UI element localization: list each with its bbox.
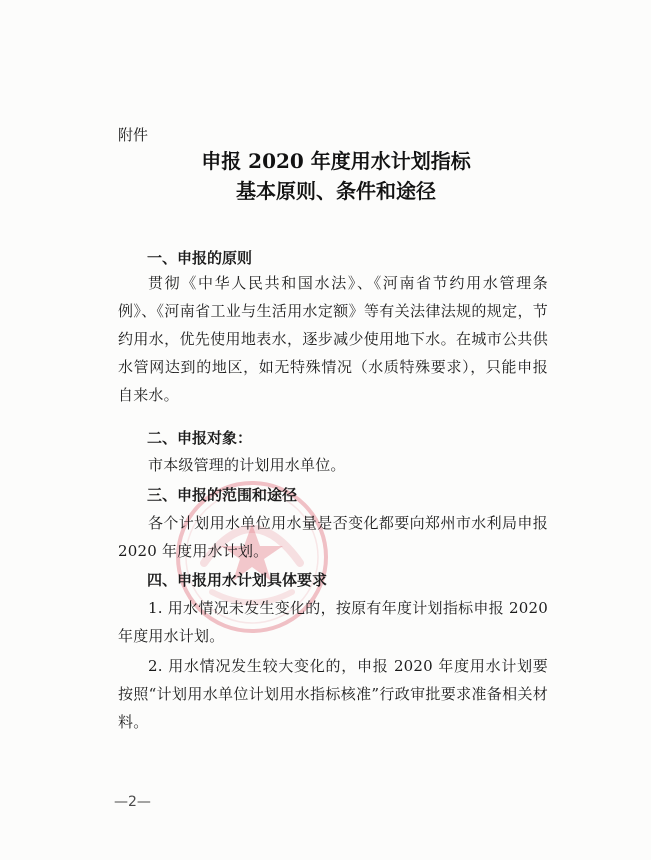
- section-scope-paragraph: 各个计划用水单位用水量是否变化都要向郑州市水利局申报 2020 年度用水计划。: [118, 514, 548, 560]
- background-bleed-through: [130, 80, 560, 150]
- document-title-line-2: 基本原则、条件和途径: [236, 179, 436, 203]
- document-title-line-1: 申报 2020 年度用水计划指标: [201, 149, 471, 173]
- page-number: —2—: [114, 794, 151, 810]
- attachment-label: 附件: [118, 126, 149, 144]
- requirement-item-1: 1. 用水情况未发生变化的，按原有年度计划指标申报 2020 年度用水计划。: [118, 599, 548, 645]
- section-principles-paragraph: 贯彻《中华人民共和国水法》、《河南省节约用水管理条例》、《河南省工业与生活用水定额》等有关法律法规的规定，节约用水，优先使用地表水，逐步减少使用地下水。在城市公共供水管网达到的地区，如无特殊情况（水质特殊要求），只能申报自来水。: [118, 274, 548, 404]
- requirement-item-2: 2. 用水情况发生较大变化的，申报 2020 年度用水计划要按照“计划用水单位计划用水指标核准”行政审批要求准备相关材料。: [118, 657, 548, 731]
- section-heading-requirements: 四、申报用水计划具体要求: [147, 571, 328, 589]
- section-heading-applicants: 二、申报对象：: [147, 429, 253, 447]
- section-heading-scope: 三、申报的范围和途径: [147, 486, 298, 504]
- section-applicants-paragraph: 市本级管理的计划用水单位。: [148, 456, 346, 474]
- section-heading-principles: 一、申报的原则: [147, 249, 253, 267]
